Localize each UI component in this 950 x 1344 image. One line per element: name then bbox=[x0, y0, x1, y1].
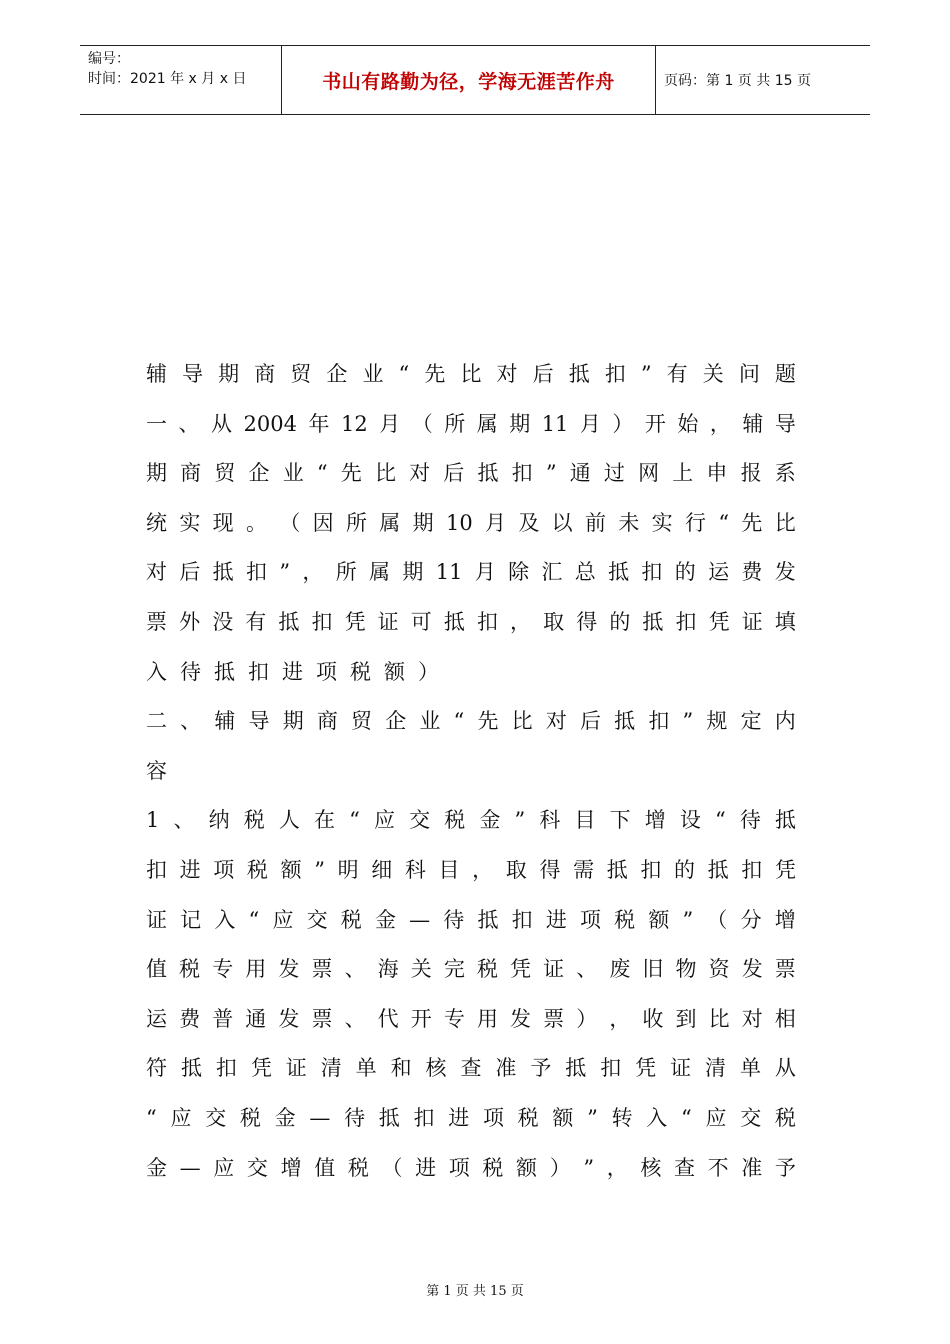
time-label: 时间：2021 年 x 月 x 日 bbox=[88, 71, 247, 87]
body-line: 统 实 现 。 （ 因 所 属 期 10 月 及 以 前 未 实 行 “ 先 比 bbox=[146, 510, 796, 535]
body-line: 1 、 纳 税 人 在 “ 应 交 税 金 ” 科 目 下 增 设 “ 待 抵 bbox=[146, 808, 796, 833]
body-line: “ 应 交 税 金 — 待 抵 扣 进 项 税 额 ” 转 入 “ 应 交 税 bbox=[146, 1105, 796, 1130]
body-line: 值 税 专 用 发 票 、 海 关 完 税 凭 证 、 废 旧 物 资 发 票 bbox=[146, 957, 796, 982]
body-line: 一 、 从 2004 年 12 月 （ 所 属 期 11 月 ） 开 始 ， 辅 导 bbox=[146, 411, 796, 436]
body-line: 金 — 应 交 增 值 税 （ 进 项 税 额 ） ” ， 核 查 不 准 予 bbox=[146, 1155, 796, 1180]
body-line: 运 费 普 通 发 票 、 代 开 专 用 发 票 ） ， 收 到 比 对 相 bbox=[146, 1006, 796, 1031]
body-line: 证 记 入 “ 应 交 税 金 — 待 抵 扣 进 项 税 额 ” （ 分 增 bbox=[146, 907, 796, 932]
document-body bbox=[146, 350, 796, 1193]
body-line: 对 后 抵 扣 ” ， 所 属 期 11 月 除 汇 总 抵 扣 的 运 费 发 bbox=[146, 560, 796, 585]
header-motto: 书山有路勤为径，学海无涯苦作舟 bbox=[322, 70, 615, 93]
body-line: 期 商 贸 企 业 “ 先 比 对 后 抵 扣 ” 通 过 网 上 申 报 系 bbox=[146, 461, 796, 486]
body-line: 辅 导 期 商 贸 企 业 “ 先 比 对 后 抵 扣 ” 有 关 问 题 bbox=[146, 362, 796, 386]
body-line: 符 抵 扣 凭 证 清 单 和 核 查 准 予 抵 扣 凭 证 清 单 从 bbox=[146, 1056, 796, 1081]
page-header bbox=[80, 45, 870, 115]
serial-label: 编号： bbox=[88, 51, 130, 67]
body-line: 入待抵扣进项税额） bbox=[146, 659, 452, 684]
header-meta bbox=[88, 49, 246, 89]
body-line: 扣 进 项 税 额 ” 明 细 科 目 ， 取 得 需 抵 扣 的 抵 扣 凭 bbox=[146, 857, 796, 882]
body-line: 容 bbox=[146, 758, 180, 783]
header-divider bbox=[655, 46, 656, 114]
header-page-info: 页码：第 1 页 共 15 页 bbox=[664, 73, 811, 89]
page-footer: 第 1 页 共 15 页 bbox=[426, 1284, 524, 1299]
body-line: 票 外 没 有 抵 扣 凭 证 可 抵 扣 ， 取 得 的 抵 扣 凭 证 填 bbox=[146, 609, 796, 634]
body-line: 二 、 辅 导 期 商 贸 企 业 “ 先 比 对 后 抵 扣 ” 规 定 内 bbox=[146, 709, 796, 734]
